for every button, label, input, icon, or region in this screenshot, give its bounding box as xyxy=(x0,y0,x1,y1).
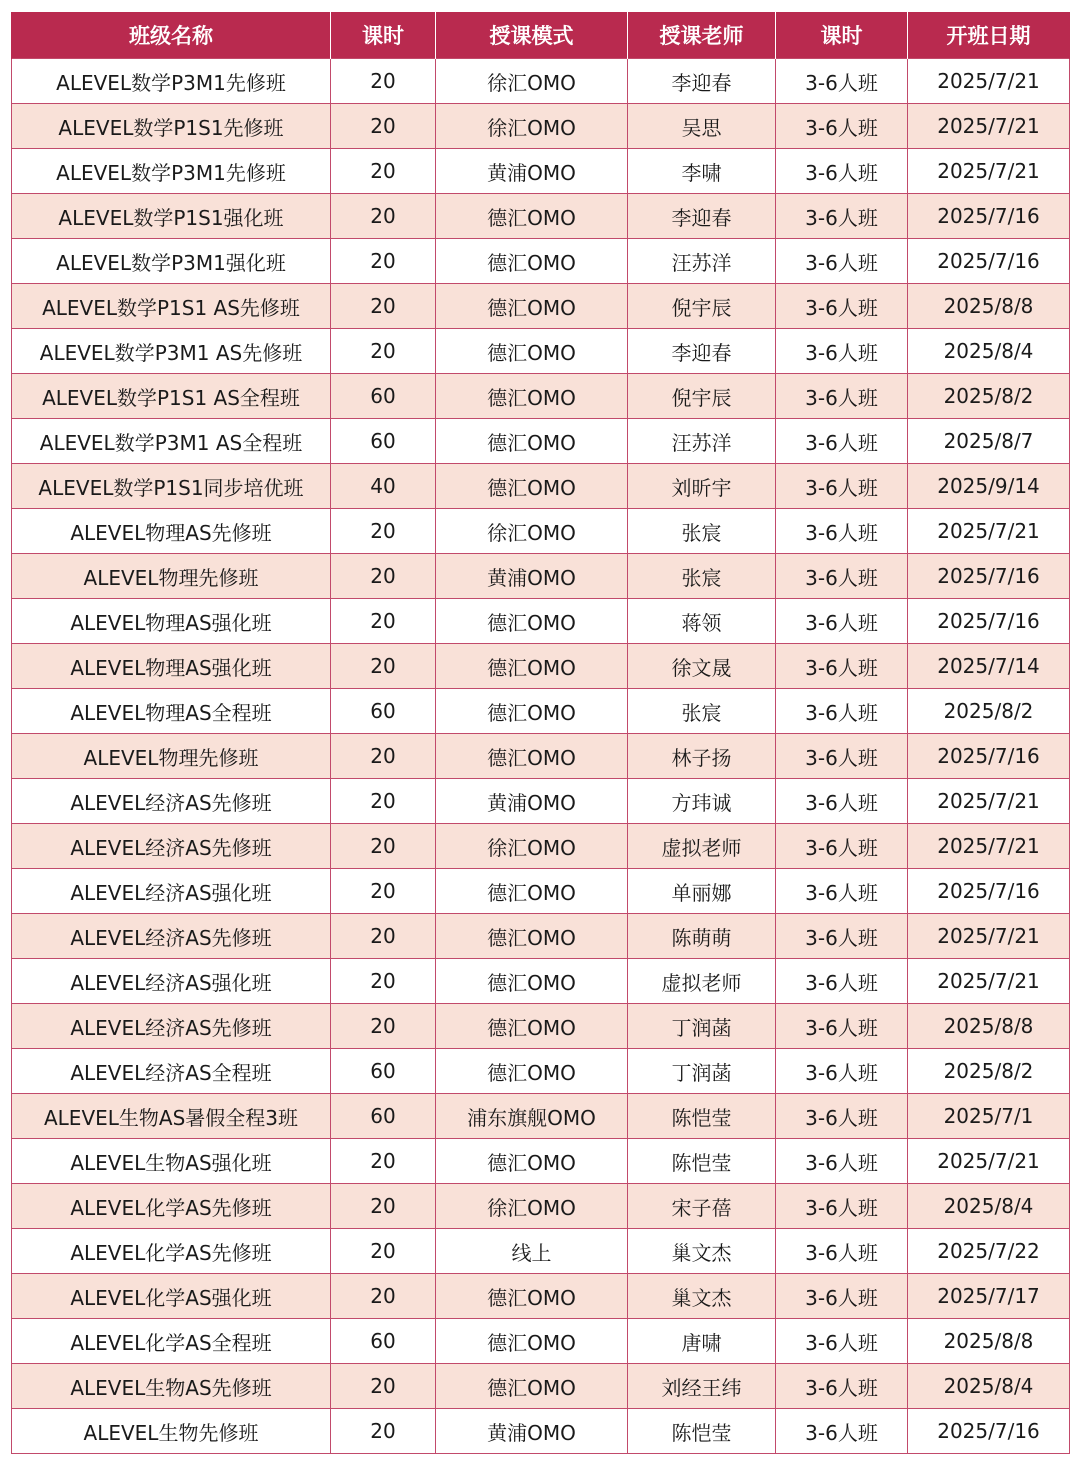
cell-start-date: 2025/7/16 xyxy=(908,194,1070,239)
cell-class-name: ALEVEL经济AS强化班 xyxy=(12,959,331,1004)
cell-teaching-mode: 黄浦OMO xyxy=(436,1409,628,1454)
table-row xyxy=(12,1319,1070,1364)
cell-class-size: 3-6人班 xyxy=(776,194,908,239)
cell-hours: 60 xyxy=(331,374,436,419)
cell-teaching-mode: 德汇OMO xyxy=(436,689,628,734)
header-teacher: 授课老师 xyxy=(628,12,776,59)
cell-class-name: ALEVEL经济AS先修班 xyxy=(12,824,331,869)
header-class-size: 课时 xyxy=(776,12,908,59)
cell-hours: 20 xyxy=(331,1139,436,1184)
cell-hours: 20 xyxy=(331,554,436,599)
cell-class-name: ALEVEL物理AS强化班 xyxy=(12,644,331,689)
cell-teacher: 张宸 xyxy=(628,689,776,734)
cell-class-size: 3-6人班 xyxy=(776,599,908,644)
cell-start-date: 2025/7/21 xyxy=(908,779,1070,824)
cell-start-date: 2025/7/22 xyxy=(908,1229,1070,1274)
cell-class-size: 3-6人班 xyxy=(776,1094,908,1139)
cell-start-date: 2025/7/16 xyxy=(908,239,1070,284)
cell-class-size: 3-6人班 xyxy=(776,59,908,104)
cell-start-date: 2025/8/2 xyxy=(908,374,1070,419)
cell-teacher: 刘昕宇 xyxy=(628,464,776,509)
cell-class-name: ALEVEL物理AS强化班 xyxy=(12,599,331,644)
cell-teaching-mode: 德汇OMO xyxy=(436,734,628,779)
table-row xyxy=(12,1274,1070,1319)
table-row xyxy=(12,194,1070,239)
cell-class-size: 3-6人班 xyxy=(776,1274,908,1319)
cell-start-date: 2025/7/16 xyxy=(908,599,1070,644)
cell-class-name: ALEVEL生物AS先修班 xyxy=(12,1364,331,1409)
cell-class-name: ALEVEL数学P1S1 AS全程班 xyxy=(12,374,331,419)
cell-teacher: 宋子蓓 xyxy=(628,1184,776,1229)
cell-class-name: ALEVEL数学P3M1 AS先修班 xyxy=(12,329,331,374)
table-row xyxy=(12,509,1070,554)
cell-class-name: ALEVEL数学P3M1 AS全程班 xyxy=(12,419,331,464)
cell-class-name: ALEVEL生物先修班 xyxy=(12,1409,331,1454)
cell-teaching-mode: 德汇OMO xyxy=(436,1274,628,1319)
cell-hours: 20 xyxy=(331,104,436,149)
cell-start-date: 2025/9/14 xyxy=(908,464,1070,509)
cell-hours: 20 xyxy=(331,1004,436,1049)
cell-teaching-mode: 黄浦OMO xyxy=(436,779,628,824)
cell-class-size: 3-6人班 xyxy=(776,869,908,914)
cell-class-name: ALEVEL经济AS先修班 xyxy=(12,779,331,824)
cell-start-date: 2025/8/4 xyxy=(908,1364,1070,1409)
cell-hours: 20 xyxy=(331,644,436,689)
cell-hours: 20 xyxy=(331,1409,436,1454)
cell-start-date: 2025/8/2 xyxy=(908,689,1070,734)
cell-hours: 60 xyxy=(331,1049,436,1094)
cell-teaching-mode: 德汇OMO xyxy=(436,1049,628,1094)
cell-start-date: 2025/8/4 xyxy=(908,1184,1070,1229)
cell-teaching-mode: 德汇OMO xyxy=(436,1139,628,1184)
cell-class-size: 3-6人班 xyxy=(776,464,908,509)
cell-class-name: ALEVEL物理先修班 xyxy=(12,734,331,779)
table-row xyxy=(12,644,1070,689)
cell-teacher: 陈萌萌 xyxy=(628,914,776,959)
cell-teacher: 唐啸 xyxy=(628,1319,776,1364)
cell-start-date: 2025/7/21 xyxy=(908,959,1070,1004)
table-row xyxy=(12,1094,1070,1139)
cell-hours: 20 xyxy=(331,599,436,644)
cell-class-size: 3-6人班 xyxy=(776,779,908,824)
cell-teacher: 刘经王纬 xyxy=(628,1364,776,1409)
cell-teaching-mode: 德汇OMO xyxy=(436,419,628,464)
cell-teaching-mode: 德汇OMO xyxy=(436,1364,628,1409)
cell-teacher: 吴思 xyxy=(628,104,776,149)
cell-class-size: 3-6人班 xyxy=(776,104,908,149)
cell-teacher: 巢文杰 xyxy=(628,1274,776,1319)
cell-class-name: ALEVEL数学P3M1先修班 xyxy=(12,149,331,194)
table-row xyxy=(12,329,1070,374)
cell-class-name: ALEVEL化学AS强化班 xyxy=(12,1274,331,1319)
cell-class-size: 3-6人班 xyxy=(776,824,908,869)
cell-class-name: ALEVEL化学AS全程班 xyxy=(12,1319,331,1364)
cell-teaching-mode: 德汇OMO xyxy=(436,194,628,239)
cell-class-name: ALEVEL生物AS暑假全程3班 xyxy=(12,1094,331,1139)
cell-hours: 40 xyxy=(331,464,436,509)
cell-teaching-mode: 德汇OMO xyxy=(436,239,628,284)
cell-start-date: 2025/7/21 xyxy=(908,59,1070,104)
cell-teacher: 李啸 xyxy=(628,149,776,194)
cell-teacher: 虚拟老师 xyxy=(628,824,776,869)
cell-teacher: 丁润菡 xyxy=(628,1049,776,1094)
cell-hours: 20 xyxy=(331,869,436,914)
table-row xyxy=(12,284,1070,329)
cell-teacher: 陈恺莹 xyxy=(628,1139,776,1184)
cell-hours: 20 xyxy=(331,149,436,194)
table-row xyxy=(12,824,1070,869)
table-header-row xyxy=(12,12,1070,59)
cell-teaching-mode: 黄浦OMO xyxy=(436,149,628,194)
cell-start-date: 2025/7/16 xyxy=(908,869,1070,914)
cell-class-size: 3-6人班 xyxy=(776,509,908,554)
cell-hours: 20 xyxy=(331,1229,436,1274)
cell-start-date: 2025/7/16 xyxy=(908,554,1070,599)
header-hours: 课时 xyxy=(331,12,436,59)
table-row xyxy=(12,374,1070,419)
table-row xyxy=(12,1364,1070,1409)
cell-teacher: 张宸 xyxy=(628,509,776,554)
cell-hours: 60 xyxy=(331,419,436,464)
cell-hours: 20 xyxy=(331,914,436,959)
table-row xyxy=(12,914,1070,959)
cell-teaching-mode: 德汇OMO xyxy=(436,284,628,329)
cell-start-date: 2025/7/16 xyxy=(908,734,1070,779)
header-teaching-mode: 授课模式 xyxy=(436,12,628,59)
cell-teacher: 汪苏洋 xyxy=(628,239,776,284)
cell-teacher: 蒋领 xyxy=(628,599,776,644)
cell-class-size: 3-6人班 xyxy=(776,1139,908,1184)
cell-start-date: 2025/8/8 xyxy=(908,1319,1070,1364)
cell-class-size: 3-6人班 xyxy=(776,1364,908,1409)
cell-start-date: 2025/8/8 xyxy=(908,284,1070,329)
cell-teacher: 巢文杰 xyxy=(628,1229,776,1274)
cell-teaching-mode: 德汇OMO xyxy=(436,869,628,914)
header-start-date: 开班日期 xyxy=(908,12,1070,59)
cell-teacher: 李迎春 xyxy=(628,329,776,374)
table-row xyxy=(12,599,1070,644)
table-row xyxy=(12,239,1070,284)
cell-class-size: 3-6人班 xyxy=(776,149,908,194)
cell-teaching-mode: 德汇OMO xyxy=(436,1319,628,1364)
cell-class-name: ALEVEL物理先修班 xyxy=(12,554,331,599)
cell-class-name: ALEVEL经济AS先修班 xyxy=(12,914,331,959)
cell-teacher: 单丽娜 xyxy=(628,869,776,914)
cell-class-size: 3-6人班 xyxy=(776,284,908,329)
cell-teacher: 李迎春 xyxy=(628,59,776,104)
table-row xyxy=(12,959,1070,1004)
cell-hours: 20 xyxy=(331,509,436,554)
cell-hours: 20 xyxy=(331,239,436,284)
cell-hours: 20 xyxy=(331,194,436,239)
table-row xyxy=(12,149,1070,194)
class-schedule-table xyxy=(11,12,1070,1454)
cell-class-name: ALEVEL化学AS先修班 xyxy=(12,1184,331,1229)
cell-class-size: 3-6人班 xyxy=(776,689,908,734)
cell-class-size: 3-6人班 xyxy=(776,239,908,284)
cell-teaching-mode: 德汇OMO xyxy=(436,914,628,959)
cell-hours: 20 xyxy=(331,959,436,1004)
cell-class-name: ALEVEL物理AS先修班 xyxy=(12,509,331,554)
cell-start-date: 2025/7/17 xyxy=(908,1274,1070,1319)
cell-class-size: 3-6人班 xyxy=(776,959,908,1004)
cell-start-date: 2025/8/7 xyxy=(908,419,1070,464)
cell-class-size: 3-6人班 xyxy=(776,914,908,959)
cell-class-name: ALEVEL数学P3M1先修班 xyxy=(12,59,331,104)
cell-class-size: 3-6人班 xyxy=(776,644,908,689)
cell-start-date: 2025/7/1 xyxy=(908,1094,1070,1139)
cell-teacher: 汪苏洋 xyxy=(628,419,776,464)
cell-class-size: 3-6人班 xyxy=(776,1004,908,1049)
cell-teacher: 陈恺莹 xyxy=(628,1409,776,1454)
cell-teaching-mode: 德汇OMO xyxy=(436,1004,628,1049)
cell-class-name: ALEVEL物理AS全程班 xyxy=(12,689,331,734)
cell-class-size: 3-6人班 xyxy=(776,329,908,374)
cell-teacher: 丁润菡 xyxy=(628,1004,776,1049)
cell-hours: 60 xyxy=(331,1094,436,1139)
cell-teacher: 虚拟老师 xyxy=(628,959,776,1004)
cell-hours: 20 xyxy=(331,329,436,374)
cell-class-size: 3-6人班 xyxy=(776,1319,908,1364)
cell-start-date: 2025/7/21 xyxy=(908,1139,1070,1184)
table-row xyxy=(12,104,1070,149)
cell-teacher: 倪宇辰 xyxy=(628,284,776,329)
cell-start-date: 2025/7/21 xyxy=(908,824,1070,869)
cell-hours: 20 xyxy=(331,824,436,869)
cell-class-name: ALEVEL经济AS先修班 xyxy=(12,1004,331,1049)
table-row xyxy=(12,464,1070,509)
cell-hours: 60 xyxy=(331,1319,436,1364)
table-row xyxy=(12,1049,1070,1094)
cell-teaching-mode: 徐汇OMO xyxy=(436,509,628,554)
cell-teaching-mode: 徐汇OMO xyxy=(436,1184,628,1229)
cell-teacher: 林子扬 xyxy=(628,734,776,779)
table-row xyxy=(12,1184,1070,1229)
cell-hours: 20 xyxy=(331,1184,436,1229)
cell-teaching-mode: 黄浦OMO xyxy=(436,554,628,599)
cell-teaching-mode: 德汇OMO xyxy=(436,329,628,374)
cell-start-date: 2025/8/2 xyxy=(908,1049,1070,1094)
table-row xyxy=(12,419,1070,464)
cell-hours: 20 xyxy=(331,284,436,329)
cell-class-name: ALEVEL数学P3M1强化班 xyxy=(12,239,331,284)
table-row xyxy=(12,1139,1070,1184)
cell-class-name: ALEVEL化学AS先修班 xyxy=(12,1229,331,1274)
cell-class-name: ALEVEL数学P1S1 AS先修班 xyxy=(12,284,331,329)
table-row xyxy=(12,869,1070,914)
cell-teacher: 倪宇辰 xyxy=(628,374,776,419)
cell-class-size: 3-6人班 xyxy=(776,1049,908,1094)
cell-class-size: 3-6人班 xyxy=(776,419,908,464)
cell-teaching-mode: 徐汇OMO xyxy=(436,59,628,104)
table-row xyxy=(12,554,1070,599)
table-row xyxy=(12,1004,1070,1049)
table-row xyxy=(12,1409,1070,1454)
cell-start-date: 2025/7/21 xyxy=(908,509,1070,554)
cell-hours: 20 xyxy=(331,734,436,779)
cell-class-size: 3-6人班 xyxy=(776,734,908,779)
cell-class-name: ALEVEL数学P1S1强化班 xyxy=(12,194,331,239)
cell-class-size: 3-6人班 xyxy=(776,1184,908,1229)
cell-start-date: 2025/7/21 xyxy=(908,149,1070,194)
cell-teacher: 陈恺莹 xyxy=(628,1094,776,1139)
cell-start-date: 2025/8/4 xyxy=(908,329,1070,374)
cell-class-size: 3-6人班 xyxy=(776,554,908,599)
cell-class-name: ALEVEL数学P1S1先修班 xyxy=(12,104,331,149)
cell-teacher: 张宸 xyxy=(628,554,776,599)
cell-class-size: 3-6人班 xyxy=(776,1229,908,1274)
table-row xyxy=(12,779,1070,824)
cell-hours: 20 xyxy=(331,59,436,104)
cell-class-name: ALEVEL经济AS全程班 xyxy=(12,1049,331,1094)
cell-start-date: 2025/7/21 xyxy=(908,104,1070,149)
cell-start-date: 2025/7/14 xyxy=(908,644,1070,689)
cell-hours: 20 xyxy=(331,779,436,824)
cell-hours: 20 xyxy=(331,1274,436,1319)
cell-class-name: ALEVEL经济AS强化班 xyxy=(12,869,331,914)
cell-teaching-mode: 德汇OMO xyxy=(436,374,628,419)
table-row xyxy=(12,1229,1070,1274)
cell-teaching-mode: 浦东旗舰OMO xyxy=(436,1094,628,1139)
header-class-name: 班级名称 xyxy=(12,12,331,59)
cell-teaching-mode: 德汇OMO xyxy=(436,464,628,509)
cell-start-date: 2025/7/16 xyxy=(908,1409,1070,1454)
table-body xyxy=(12,59,1070,1454)
cell-class-name: ALEVEL生物AS强化班 xyxy=(12,1139,331,1184)
cell-start-date: 2025/8/8 xyxy=(908,1004,1070,1049)
table-row xyxy=(12,59,1070,104)
table-row xyxy=(12,689,1070,734)
cell-class-size: 3-6人班 xyxy=(776,374,908,419)
cell-teaching-mode: 德汇OMO xyxy=(436,959,628,1004)
cell-teaching-mode: 徐汇OMO xyxy=(436,824,628,869)
cell-teaching-mode: 线上 xyxy=(436,1229,628,1274)
cell-hours: 60 xyxy=(331,689,436,734)
cell-teacher: 方玮诚 xyxy=(628,779,776,824)
cell-teaching-mode: 徐汇OMO xyxy=(436,104,628,149)
cell-teaching-mode: 德汇OMO xyxy=(436,644,628,689)
cell-hours: 20 xyxy=(331,1364,436,1409)
table-row xyxy=(12,734,1070,779)
cell-teaching-mode: 德汇OMO xyxy=(436,599,628,644)
cell-class-name: ALEVEL数学P1S1同步培优班 xyxy=(12,464,331,509)
cell-class-size: 3-6人班 xyxy=(776,1409,908,1454)
cell-teacher: 徐文晟 xyxy=(628,644,776,689)
cell-start-date: 2025/7/21 xyxy=(908,914,1070,959)
class-schedule-table-container xyxy=(11,12,1069,1454)
cell-teacher: 李迎春 xyxy=(628,194,776,239)
